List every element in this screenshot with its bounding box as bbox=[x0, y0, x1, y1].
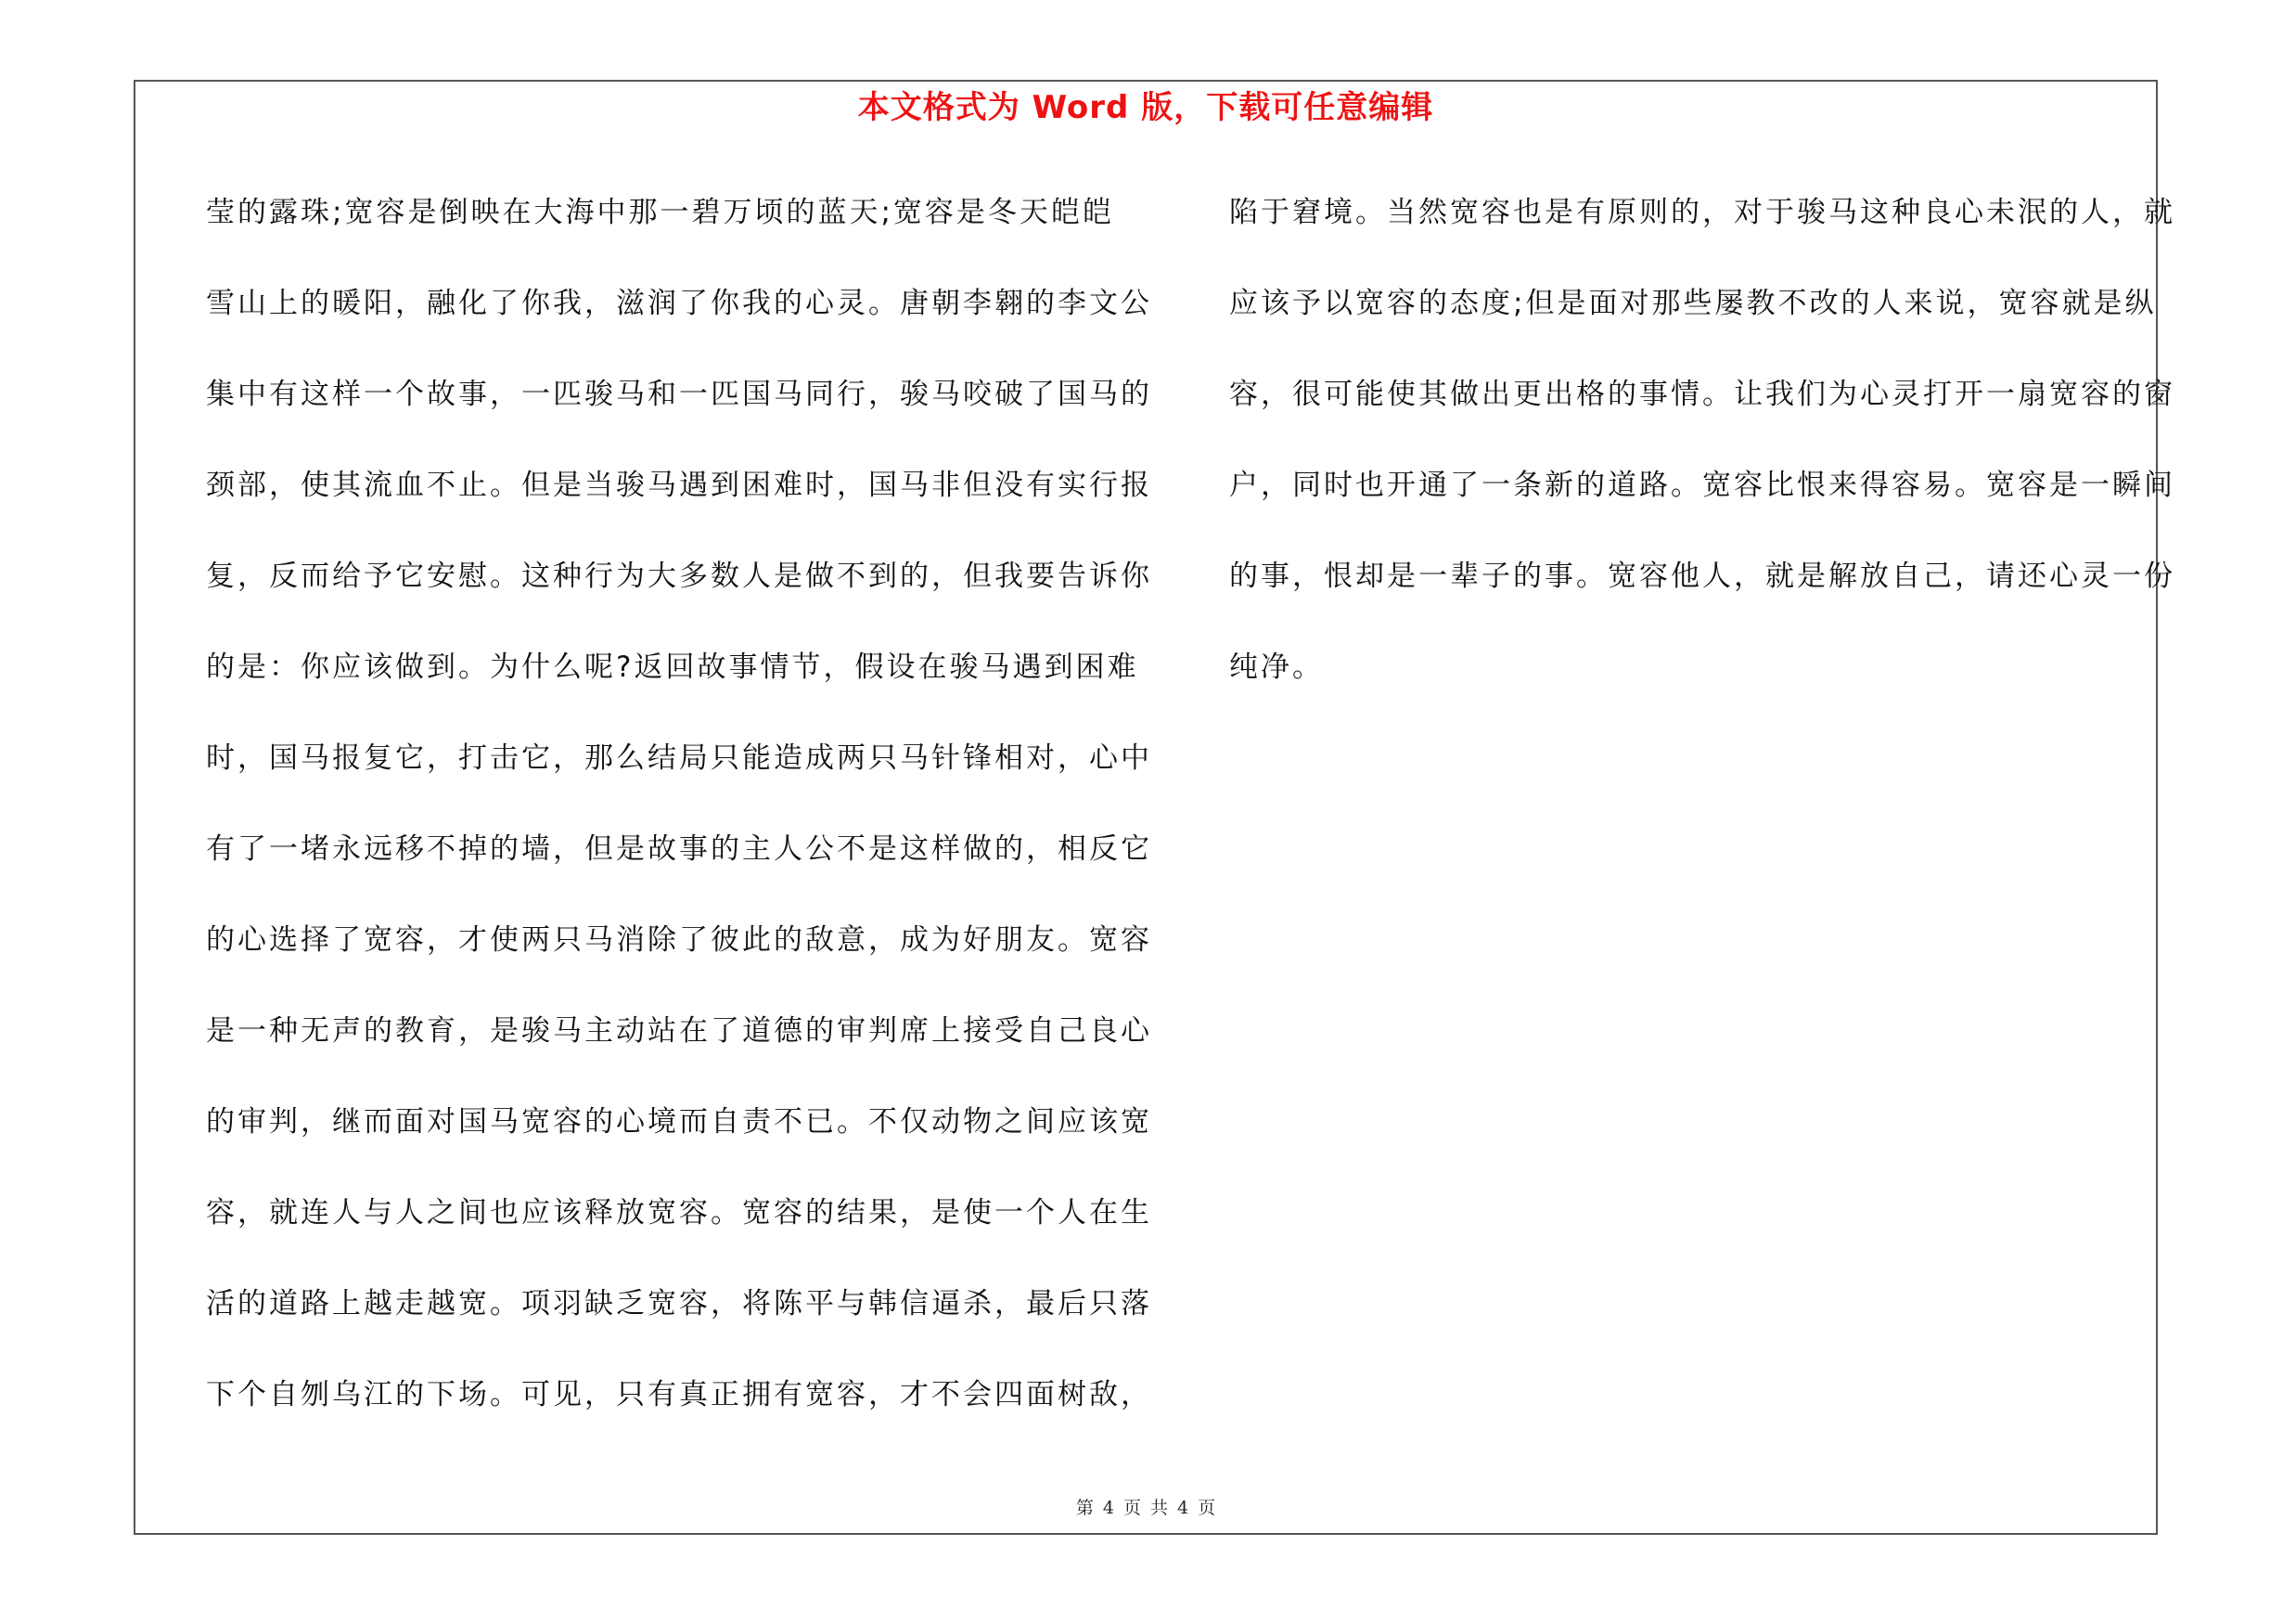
text-line: 应该予以宽容的态度;但是面对那些屡教不改的人来说，宽容就是纵 bbox=[1229, 287, 2157, 320]
text-line: 户，同时也开通了一条新的道路。宽容比恨来得容易。宽容是一瞬间 bbox=[1229, 469, 2175, 502]
format-banner: 本文格式为 Word 版，下载可任意编辑 bbox=[857, 89, 1434, 126]
text-line: 雪山上的暖阳，融化了你我，滋润了你我的心灵。唐朝李翱的李文公 bbox=[206, 287, 1152, 320]
text-line: 容，很可能使其做出更出格的事情。让我们为心灵打开一扇宽容的窗 bbox=[1229, 378, 2175, 411]
left-text-column bbox=[206, 185, 1152, 1458]
text-line: 集中有这样一个故事，一匹骏马和一匹国马同行，骏马咬破了国马的 bbox=[206, 378, 1152, 411]
text-line: 颈部，使其流血不止。但是当骏马遇到困难时，国马非但没有实行报 bbox=[206, 469, 1152, 502]
text-line: 是一种无声的教育，是骏马主动站在了道德的审判席上接受自己良心 bbox=[206, 1014, 1152, 1048]
text-line: 下个自刎乌江的下场。可见，只有真正拥有宽容，才不会四面树敌， bbox=[206, 1378, 1152, 1411]
text-line: 复，反而给予它安慰。这种行为大多数人是做不到的，但我要告诉你 bbox=[206, 560, 1152, 593]
text-line: 时，国马报复它，打击它，那么结局只能造成两只马针锋相对，心中 bbox=[206, 741, 1152, 775]
text-line: 活的道路上越走越宽。项羽缺乏宽容，将陈平与韩信逼杀，最后只落 bbox=[206, 1287, 1152, 1320]
text-line: 有了一堵永远移不掉的墙，但是故事的主人公不是这样做的，相反它 bbox=[206, 832, 1152, 866]
text-line: 的审判，继而面对国马宽容的心境而自责不已。不仅动物之间应该宽 bbox=[206, 1105, 1152, 1139]
page-number-footer: 第 4 页 共 4 页 bbox=[1075, 1498, 1216, 1518]
text-line: 的事，恨却是一辈子的事。宽容他人，就是解放自己，请还心灵一份 bbox=[1229, 560, 2175, 593]
text-line: 容，就连人与人之间也应该释放宽容。宽容的结果，是使一个人在生 bbox=[206, 1196, 1152, 1230]
text-line: 纯净。 bbox=[1229, 650, 1324, 684]
text-line: 莹的露珠;宽容是倒映在大海中那一碧万顷的蓝天;宽容是冬天皑皑 bbox=[206, 196, 1114, 229]
text-line: 的心选择了宽容，才使两只马消除了彼此的敌意，成为好朋友。宽容 bbox=[206, 923, 1152, 957]
text-line: 陷于窘境。当然宽容也是有原则的，对于骏马这种良心未泯的人，就 bbox=[1229, 196, 2175, 229]
text-line: 的是：你应该做到。为什么呢?返回故事情节，假设在骏马遇到困难 bbox=[206, 650, 1139, 684]
right-text-column bbox=[1229, 185, 2175, 730]
